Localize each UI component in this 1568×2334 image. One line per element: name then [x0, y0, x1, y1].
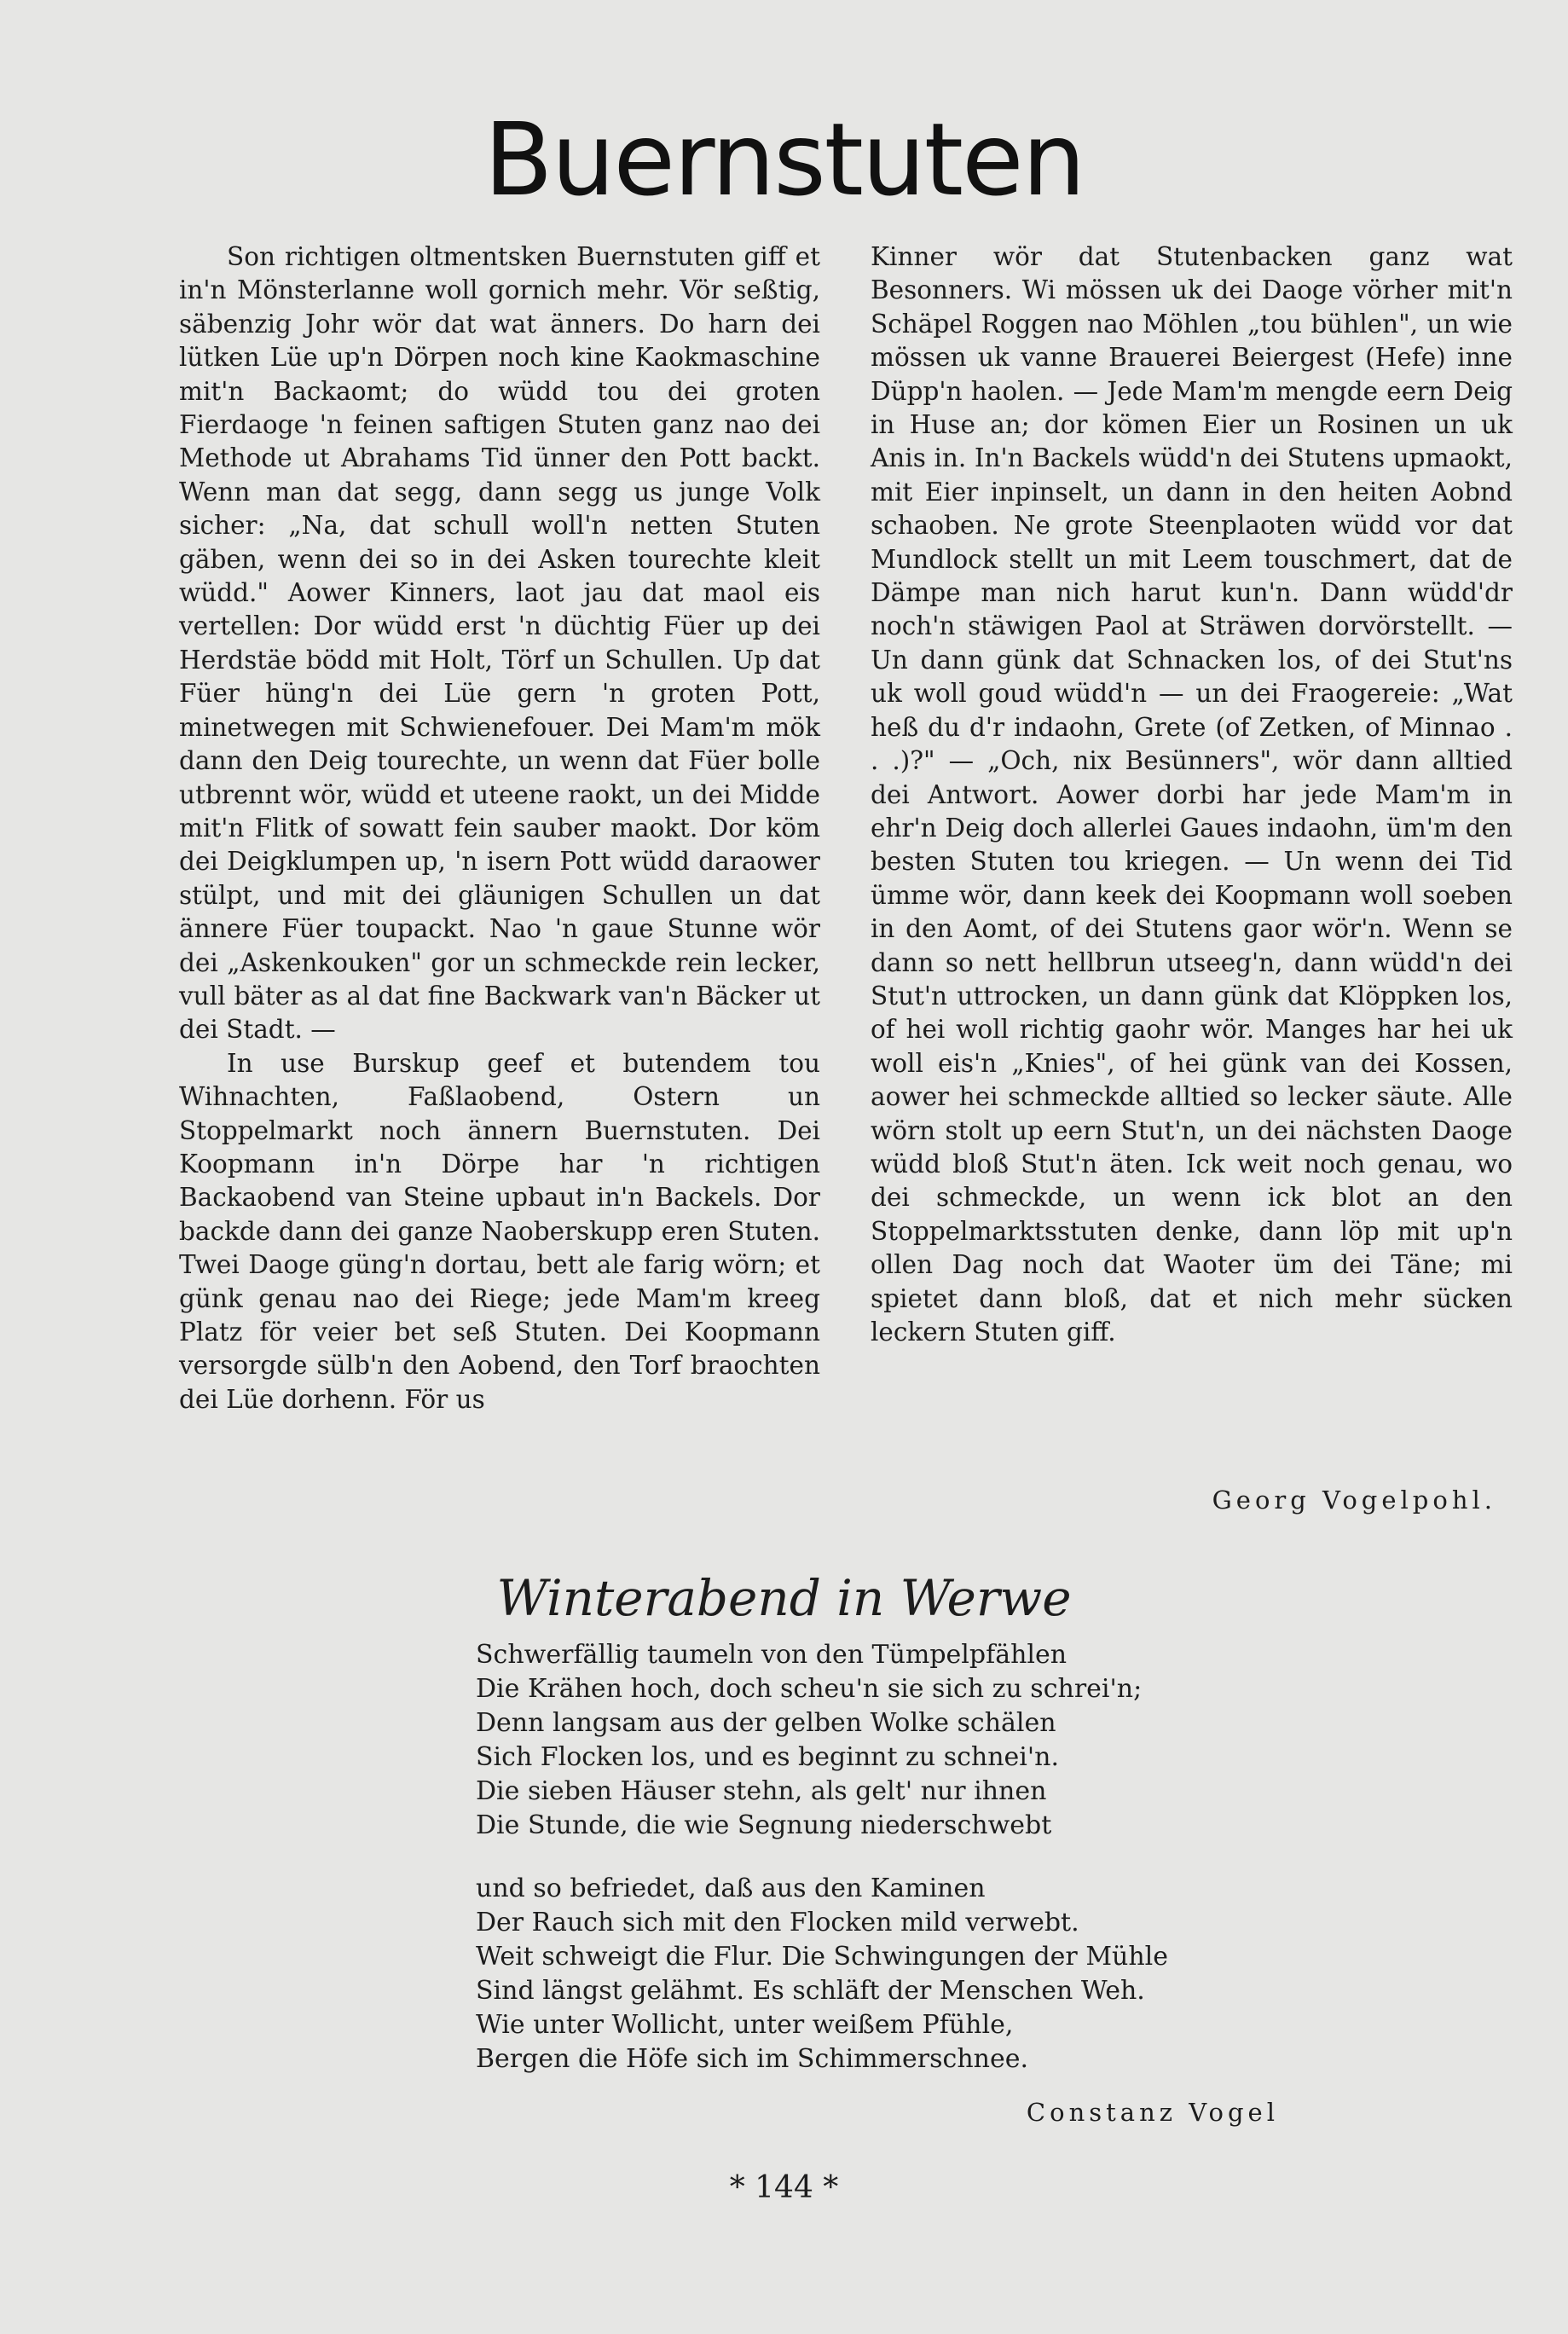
poem-line: und so befriedet, daß aus den Kaminen [476, 1874, 986, 1903]
article-left-column [179, 240, 820, 1416]
poem-line: Bergen die Höfe sich im Schimmerschnee. [476, 2044, 1029, 2074]
poem-line: Die sieben Häuser stehn, als gelt' nur ihnen [476, 1776, 1047, 1806]
poem-line: Schwerfällig taumeln von den Tümpelpfählen [476, 1640, 1068, 1670]
poem-line: Die Stunde, die wie Segnung niederschwebt [476, 1810, 1052, 1840]
poem-title: Winterabend in Werwe [496, 1569, 1072, 1627]
poem-line: Denn langsam aus der gelben Wolke schälen [476, 1708, 1056, 1738]
article-author: Georg Vogelpohl. [1212, 1486, 1496, 1514]
article-paragraph: Kinner wör dat Stutenbacken ganz wat Besonners. Wi mössen uk dei Daoge vörher mit'n Schäpel Roggen nao Möhlen „tou bühlen", un wie mössen uk vanne Brauerei Beiergest (Hefe) inne Düpp'n haolen. — Jede Mam'm mengde eern Deig in Huse an; dor kömen Eier un Rosinen un uk Anis in. In'n Backels wüdd'n dei Stutens upmaokt, mit Eier inpinselt, un dann in den heiten Aobnd schaoben. Ne grote Steenplaoten wüdd vor dat Mundlock stellt un mit Leem touschmert, dat de Dämpe man nich harut kun'n. Dann wüdd'dr noch'n stäwigen Paol at Sträwen dorvörstellt. — Un dann günk dat Schnacken los, of dei Stut'ns uk woll goud wüdd'n — un dei Fraogereie: „Wat heß du d'r indaohn, Grete (of Zetken, of Minnao . . .)?" — „Och, nix Besünners", wör dann alltied dei Antwort. Aower dorbi har jede Mam'm in ehr'n Deig doch allerlei Gaues indaohn, üm'm den besten Stuten tou kriegen. — Un wenn dei Tid ümme wör, dann keek dei Koopmann woll soeben in den Aomt, of dei Stutens gaor wör'n. Wenn se dann so nett hellbrun utseeg'n, dann wüdd'n dei Stut'n uttrocken, un dann günk dat Klöppken los, of hei woll richtig gaohr wör. Manges har hei uk woll eis'n „Knies", of hei günk van dei Kossen, aower hei schmeckde alltied so lecker säute. Alle wörn stolt up eern Stut'n, un dei nächsten Daoge wüdd bloß Stut'n äten. Ick weit noch genau, wo dei schmeckde, un wenn ick blot an den Stoppelmarktsstuten denke, dann löp mit up'n ollen Dag noch dat Waoter üm dei Täne; mi spietet dann bloß, dat et nich mehr sücken leckern Stuten giff. [871, 242, 1513, 1347]
poem-author: Constanz Vogel [1026, 2098, 1279, 2127]
poem-line: Die Krähen hoch, doch scheu'n sie sich zu schrei'n; [476, 1674, 1143, 1704]
poem-line: Der Rauch sich mit den Flocken mild verwebt. [476, 1908, 1079, 1937]
poem-line: Sich Flocken los, und es beginnt zu schnei'n. [476, 1742, 1060, 1772]
poem-line: Sind längst gelähmt. Es schläft der Menschen Weh. [476, 1976, 1145, 2006]
poem-stanza-1 [476, 1638, 1142, 1843]
page-number: * 144 * [729, 2170, 839, 2205]
article-title: Buernstuten [483, 101, 1085, 218]
article-paragraph: Son richtigen oltmentsken Buernstuten giff et in'n Mönsterlanne woll gornich mehr. Vör seßtig, säbenzig Johr wör dat wat änners. Do harn dei lütken Lüe up'n Dörpen noch kine Kaokmaschine mit'n Backaomt; do wüdd tou dei groten Fierdaoge 'n feinen saftigen Stuten ganz nao dei Methode ut Abrahams Tid ünner den Pott backt. Wenn man dat segg, dann segg us junge Volk sicher: „Na, dat schull woll'n netten Stuten gäben, wenn dei so in dei Asken tourechte kleit wüdd." Aower Kinners, laot jau dat maol eis vertellen: Dor wüdd erst 'n düchtig Füer up dei Herdstäe bödd mit Holt, Törf un Schullen. Up dat Füer hüng'n dei Lüe gern 'n groten Pott, minetwegen mit Schwienefouer. Dei Mam'm mök dann den Deig tourechte, un wenn dat Füer bolle utbrennt wör, wüdd et uteene raokt, un dei Midde mit'n Flitk of sowatt fein sauber maokt. Dor köm dei Deigklumpen up, 'n isern Pott wüdd daraower stülpt, und mit dei gläunigen Schullen un dat ännere Füer toupackt. Nao 'n gaue Stunne wör dei „Askenkouken" gor un schmeckde rein lecker, vull bäter as al dat fine Backwark van'n Bäcker ut dei Stadt. — [179, 242, 820, 1045]
poem-line: Wie unter Wollicht, unter weißem Pfühle, [476, 2010, 1014, 2040]
poem-stanza-2 [476, 1872, 1168, 2076]
article-right-column [871, 240, 1513, 1349]
poem-line: Weit schweigt die Flur. Die Schwingungen der Mühle [476, 1942, 1169, 1972]
article-paragraph: In use Burskup geef et butendem tou Wihnachten, Faßlaobend, Ostern un Stoppelmarkt noch ännern Buernstuten. Dei Koopmann in'n Dörpe har 'n richtigen Backaobend van Steine upbaut in'n Backels. Dor backde dann dei ganze Naoberskupp eren Stuten. Twei Daoge güng'n dortau, bett ale farig wörn; et günk genau nao dei Riege; jede Mam'm kreeg Platz för veier bet seß Stuten. Dei Koopmann versorgde sülb'n den Aobend, den Torf braochten dei Lüe dorhenn. För us [179, 1048, 820, 1414]
